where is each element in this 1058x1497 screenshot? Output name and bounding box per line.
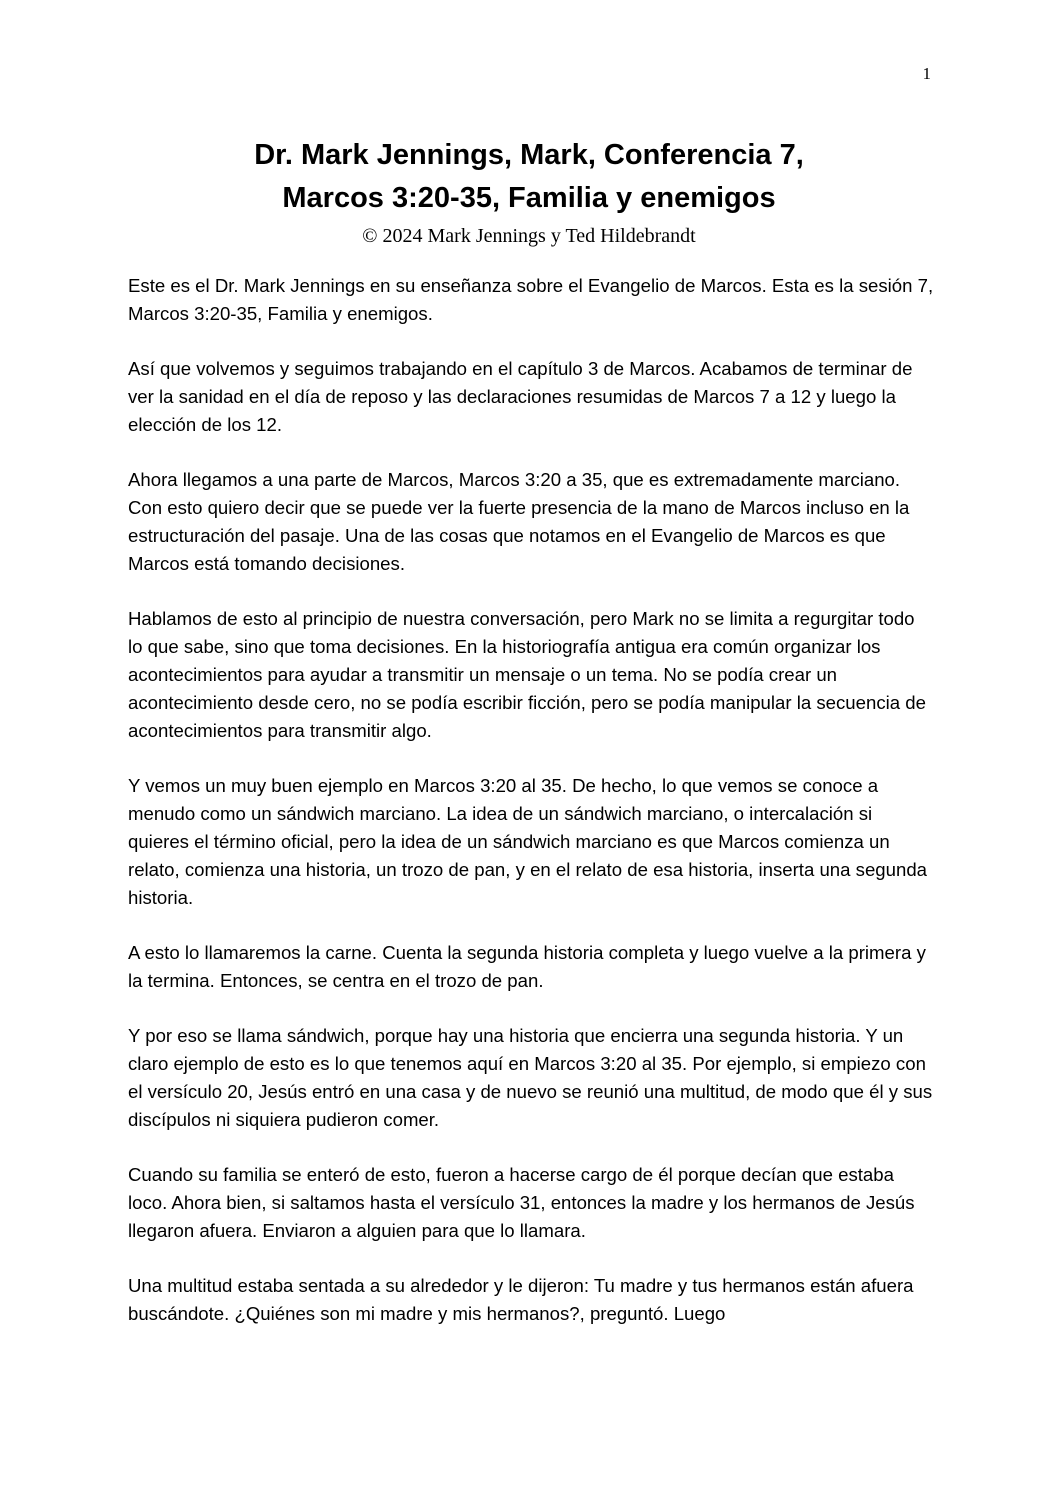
title-line-2: Marcos 3:20-35, Familia y enemigos bbox=[282, 182, 776, 214]
paragraph: Ahora llegamos a una parte de Marcos, Marcos 3:20 a 35, que es extremadamente marciano. Con esto quiero decir que se puede ver la fuerte presencia de la mano de Marcos incluso en la estructuración del pasaje. Una de las cosas que notamos en el Evangelio de Marcos es que Marcos está tomando decisiones. bbox=[128, 469, 910, 574]
paragraph: Y por eso se llama sándwich, porque hay una historia que encierra una segunda historia. Y un claro ejemplo de esto es lo que tenemos aquí en Marcos 3:20 al 35. Por ejemplo, si empiezo con el versículo 20, Jesús entró en una casa y de nuevo se reunió una multitud, de modo que él y sus discípulos ni siquiera pudieron comer. bbox=[128, 1025, 933, 1130]
paragraph: Una multitud estaba sentada a su alrededor y le dijeron: Tu madre y tus hermanos están afuera buscándote. ¿Quiénes son mi madre y mis hermanos?, preguntó. Luego bbox=[128, 1275, 914, 1324]
page-number: 1 bbox=[922, 64, 931, 83]
paragraph: Así que volvemos y seguimos trabajando en el capítulo 3 de Marcos. Acabamos de terminar de ver la sanidad en el día de reposo y las declaraciones resumidas de Marcos 7 a 12 y luego la elección de los 12. bbox=[128, 358, 913, 435]
body-text bbox=[128, 272, 934, 1355]
paragraph: A esto lo llamaremos la carne. Cuenta la segunda historia completa y luego vuelve a la primera y la termina. Entonces, se centra en el trozo de pan. bbox=[128, 942, 926, 991]
document-title bbox=[128, 134, 930, 220]
title-line-1: Dr. Mark Jennings, Mark, Conferencia 7, bbox=[254, 139, 804, 171]
paragraph: Cuando su familia se enteró de esto, fueron a hacerse cargo de él porque decían que estaba loco. Ahora bien, si saltamos hasta el versículo 31, entonces la madre y los hermanos de Jesús llegaron afuera. Enviaron a alguien para que lo llamara. bbox=[128, 1164, 915, 1241]
paragraph: Hablamos de esto al principio de nuestra conversación, pero Mark no se limita a regurgitar todo lo que sabe, sino que toma decisiones. En la historiografía antigua era común organizar los acontecimientos para ayudar a transmitir un mensaje o un tema. No se podía crear un acontecimiento desde cero, no se podía escribir ficción, pero se podía manipular la secuencia de acontecimientos para transmitir algo. bbox=[128, 608, 926, 741]
paragraph: Este es el Dr. Mark Jennings en su enseñanza sobre el Evangelio de Marcos. Esta es la sesión 7, Marcos 3:20-35, Familia y enemigos. bbox=[128, 275, 934, 324]
copyright-line: © 2024 Mark Jennings y Ted Hildebrandt bbox=[362, 225, 696, 247]
paragraph: Y vemos un muy buen ejemplo en Marcos 3:20 al 35. De hecho, lo que vemos se conoce a menudo como un sándwich marciano. La idea de un sándwich marciano, o intercalación si quieres el término oficial, pero la idea de un sándwich marciano es que Marcos comienza un relato, comienza una historia, un trozo de pan, y en el relato de esa historia, inserta una segunda historia. bbox=[128, 775, 927, 908]
